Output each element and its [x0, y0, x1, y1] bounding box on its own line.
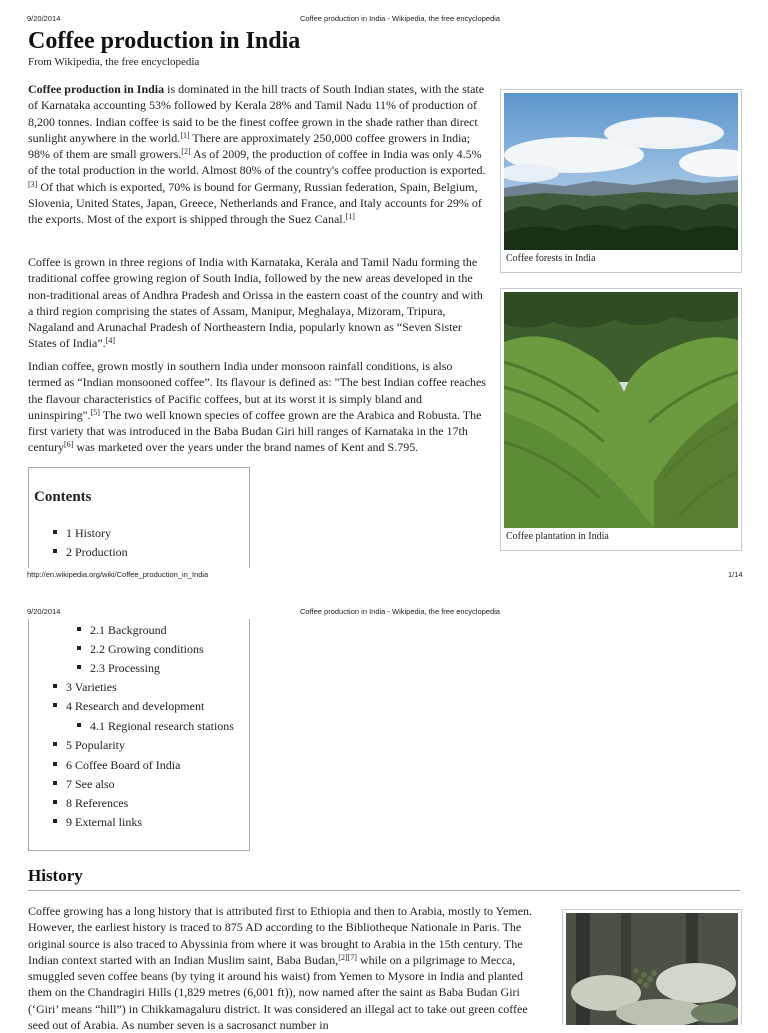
toc-item-label: 2.1 Background	[90, 623, 167, 637]
plantation-caption: Coffee plantation in India	[506, 531, 609, 542]
page-date: 9/20/2014	[27, 607, 61, 616]
toc-item[interactable]	[53, 756, 180, 775]
page-header-title: Coffee production in India - Wikipedia, the free encyclopedia	[300, 607, 500, 616]
toc-item[interactable]	[53, 524, 111, 543]
coffee-plant-image[interactable]	[566, 913, 738, 1025]
citation-link[interactable]: [6]	[63, 440, 74, 450]
paragraph-text: There are approximately 250,000 coffee growers in India; 98% of them are small growers.	[28, 130, 471, 162]
bullet-icon	[53, 684, 57, 688]
forest-image[interactable]	[504, 93, 738, 250]
toc-item[interactable]	[53, 794, 128, 813]
toc-item-label: 8 References	[66, 796, 129, 810]
bullet-icon	[53, 549, 57, 553]
paragraph-text: As of 2009, the production of coffee in India was only 4.5% of the total production in the world. Almost 80% of the country's coffee production is exported.	[28, 147, 486, 178]
bold-term: Coffee production in India	[28, 82, 165, 96]
citation-link[interactable]: [2]	[181, 147, 191, 157]
monsooned-paragraph	[28, 358, 486, 456]
paragraph-text: Of that which is exported, 70% is bound for Germany, Russian federation, Spain, Belgium, Slovenia, United States, Japan, Greece, Netherlands and France, and Italy accounts for 29% of the exports. Most of the export is shipped through the Suez Canal.	[28, 179, 482, 227]
bullet-icon	[77, 665, 81, 669]
table-of-contents	[28, 467, 250, 568]
citation-link[interactable]: [2][7]	[338, 952, 357, 962]
toc-item[interactable]	[77, 659, 160, 678]
regions-paragraph	[28, 254, 486, 352]
forest-caption: Coffee forests in India	[506, 253, 596, 264]
paragraph-text: Coffee growing has a long history that is attributed first to Ethiopia and then to Arabia, mostly to Yemen. However, the earliest history is traced to 875 AD according to the Bibliotheque Nationale in Paris. The original source is also traced to Abyssinia from where it was brought to Arabia in the 15th century. The Indian context started with an Indian Muslim saint, Baba Budan,	[28, 904, 533, 967]
citation-link[interactable]: [4]	[105, 336, 115, 346]
intro-paragraph	[28, 81, 486, 228]
bullet-icon	[53, 530, 57, 534]
forest-thumbnail	[500, 89, 742, 273]
history-paragraph	[28, 903, 536, 1033]
toc-title: Contents	[34, 489, 92, 505]
toc-item[interactable]	[77, 717, 234, 736]
paragraph-text: is dominated in the hill tracts of South Indian states, with the state of Karnataka accounting 53% followed by Kerala 28% and Tamil Nadu 11% of production of 8,200 tonnes. Indian coffee is said to be the finest coffee grown in the shade rather than direct sunlight anywhere in the world.	[28, 82, 485, 145]
plantation-thumbnail	[500, 288, 742, 551]
toc-item[interactable]	[53, 543, 128, 562]
bullet-icon	[53, 703, 57, 707]
heading-divider	[28, 890, 740, 891]
toc-item[interactable]	[77, 640, 204, 659]
citation-link[interactable]: [3]	[28, 179, 38, 189]
toc-item-label: 7 See also	[66, 777, 115, 791]
citation-link[interactable]: [5]	[90, 407, 100, 417]
bullet-icon	[53, 800, 57, 804]
paragraph-text: was marketed over the years under the brand names of Kent and S.795.	[73, 440, 419, 455]
toc-item[interactable]	[53, 813, 142, 832]
toc-item[interactable]	[77, 621, 167, 640]
bullet-icon	[77, 646, 81, 650]
paragraph-text: while on a pilgrimage to Mecca, smuggled seven coffee beans (by tying it around his waist) from Yemen to Mysore in India and planted them on the Chandragiri Hills (1,829 metres (6,001 ft)), now named after the saint as Baba Budan Giri (‘Giri’ means “hill”) in Chikkamagaluru district. It was considered an illegal act to take out green coffee seed out of Arabia. As number seven is a sacrosanct number in	[28, 952, 528, 1033]
page-date: 9/20/2014	[27, 14, 61, 23]
toc-item[interactable]	[53, 775, 115, 794]
toc-item-label: 2.3 Processing	[90, 661, 160, 675]
toc-item[interactable]	[53, 678, 117, 697]
toc-item-label: 2.2 Growing conditions	[90, 642, 204, 656]
history-heading: History	[28, 866, 83, 885]
toc-item-label: 9 External links	[66, 815, 142, 829]
toc-item-label: 1 History	[66, 526, 111, 540]
paragraph-text: The two well known species of coffee grown are the Arabica and Robusta. The first variety that was introduced in the Baba Budan Giri hill ranges of Karnataka in the 17th century	[28, 407, 482, 455]
footer-url[interactable]: http://en.wikipedia.org/wiki/Coffee_production_in_India	[27, 570, 209, 579]
paragraph-text: Coffee is grown in three regions of India with Karnataka, Kerala and Tamil Nadu forming the traditional coffee growing region of South India, followed by the new areas developed in the non-traditional areas of Andhra Pradesh and Orissa in the eastern coast of the country and with a third region comprising the states of Assam, Manipur, Meghalaya, Mizoram, Tripura, Nagaland and Arunachal Pradesh of Northeastern India, popularly known as “Seven Sister States of India”.	[28, 255, 483, 351]
toc-item-label: 4.1 Regional research stations	[90, 719, 234, 733]
bullet-icon	[77, 723, 81, 727]
toc-item-label: 4 Research and development	[66, 699, 205, 713]
bullet-icon	[53, 819, 57, 823]
page-title: Coffee production in India	[28, 28, 301, 54]
plantation-image[interactable]	[504, 292, 738, 528]
footer-page-number: 1/14	[728, 570, 743, 579]
table-of-contents-continued	[28, 619, 250, 851]
citation-link[interactable]: [1]	[345, 212, 355, 222]
bullet-icon	[77, 627, 81, 631]
toc-item[interactable]	[53, 697, 204, 716]
toc-item-label: 3 Varieties	[66, 680, 117, 694]
toc-item-label: 2 Production	[66, 545, 128, 559]
bullet-icon	[53, 762, 57, 766]
bullet-icon	[53, 742, 57, 746]
toc-item[interactable]	[53, 736, 125, 755]
paragraph-text: Indian coffee, grown mostly in southern India under monsoon rainfall conditions, is also termed as “Indian monsooned coffee”. Its flavour is defined as: "The best Indian coffee reaches the flavour characteristics of Pacific coffees, but at its worst it is simply bland and uninspiring".	[28, 359, 486, 422]
citation-link[interactable]: [1]	[180, 130, 190, 140]
coffee-plant-thumbnail	[562, 909, 742, 1025]
toc-item-label: 6 Coffee Board of India	[66, 758, 181, 772]
toc-item-label: 5 Popularity	[66, 738, 125, 752]
bullet-icon	[53, 781, 57, 785]
page-subtitle: From Wikipedia, the free encyclopedia	[28, 56, 200, 68]
page-header-title: Coffee production in India - Wikipedia, the free encyclopedia	[300, 14, 500, 23]
